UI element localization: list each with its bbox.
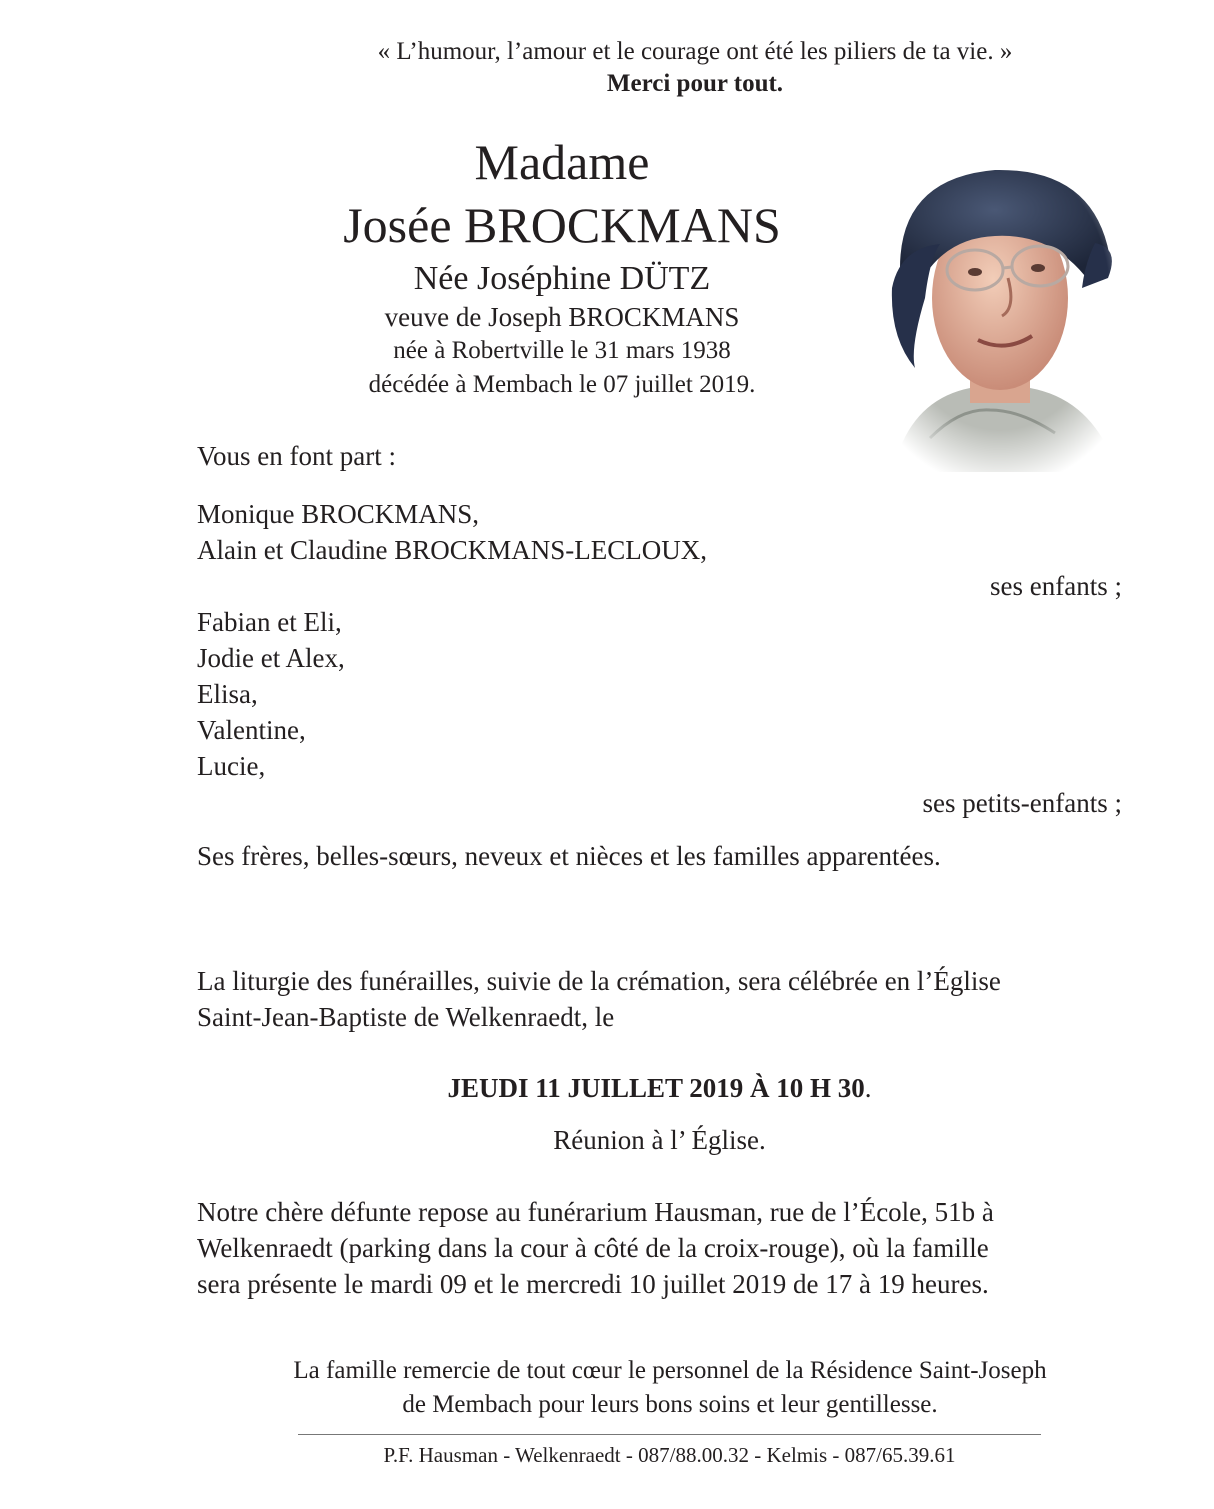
- ceremony-text: [197, 963, 1122, 1035]
- grandchildren-list: [197, 604, 1122, 784]
- funeral-home-contact: P.F. Hausman - Welkenraedt - 087/88.00.32 - Kelmis - 087/65.39.61: [383, 1443, 956, 1467]
- visitation-line: sera présente le mardi 09 et le mercredi 10 juillet 2019 de 17 à 19 heures.: [197, 1269, 989, 1299]
- ceremony-line: La liturgie des funérailles, suivie de la crémation, sera célébrée en l’Église: [197, 966, 1001, 996]
- ceremony-date-line: [197, 1070, 1122, 1106]
- birth-info: née à Robertville le 31 mars 1938: [393, 337, 731, 364]
- name-block: [262, 132, 862, 402]
- children-list: [197, 496, 1122, 568]
- announcement-intro: Vous en font part :: [197, 441, 396, 471]
- deceased-name: Josée BROCKMANS: [343, 197, 781, 253]
- quote-thanks: Merci pour tout.: [606, 70, 784, 97]
- title: Madame: [474, 134, 650, 190]
- meeting-info: Réunion à l’ Église.: [553, 1125, 766, 1155]
- maiden-name: Née Joséphine DÜTZ: [413, 260, 711, 297]
- grandchild-name: Fabian et Eli,: [197, 607, 342, 637]
- ceremony-line: Saint-Jean-Baptiste de Welkenraedt, le: [197, 1002, 615, 1032]
- grandchild-name: Jodie et Alex,: [197, 643, 345, 673]
- grandchild-name: Lucie,: [197, 751, 266, 781]
- portrait-photo: [870, 148, 1130, 472]
- thanks-text: [240, 1354, 1100, 1422]
- visitation-line: Welkenraedt (parking dans la cour à côté de la croix-rouge), où la famille: [197, 1233, 989, 1263]
- visitation-text: [197, 1194, 1122, 1302]
- death-info: décédée à Membach le 07 juillet 2019.: [368, 371, 756, 398]
- visitation-line: Notre chère défunte repose au funérarium Hausman, rue de l’École, 51b à: [197, 1197, 994, 1227]
- footer-divider: [298, 1434, 1041, 1435]
- family-line: Ses frères, belles-sœurs, neveux et nièces et les familles apparentées.: [197, 841, 941, 871]
- children-label: ses enfants ;: [990, 571, 1122, 601]
- quote-text: « L’humour, l’amour et le courage ont été les piliers de ta vie. »: [377, 38, 1013, 65]
- widow-of: veuve de Joseph BROCKMANS: [384, 302, 740, 332]
- thanks-line: de Membach pour leurs bons soins et leur gentillesse.: [402, 1391, 938, 1418]
- child-name: Alain et Claudine BROCKMANS-LECLOUX,: [197, 535, 707, 565]
- grandchild-name: Valentine,: [197, 715, 306, 745]
- thanks-line: La famille remercie de tout cœur le personnel de la Résidence Saint-Joseph: [293, 1357, 1047, 1384]
- grandchildren-label: ses petits-enfants ;: [922, 788, 1122, 818]
- grandchild-name: Elisa,: [197, 679, 258, 709]
- child-name: Monique BROCKMANS,: [197, 499, 480, 529]
- ceremony-date: JEUDI 11 JUILLET 2019 À 10 H 30: [447, 1073, 865, 1103]
- ceremony-date-punct: .: [864, 1073, 872, 1103]
